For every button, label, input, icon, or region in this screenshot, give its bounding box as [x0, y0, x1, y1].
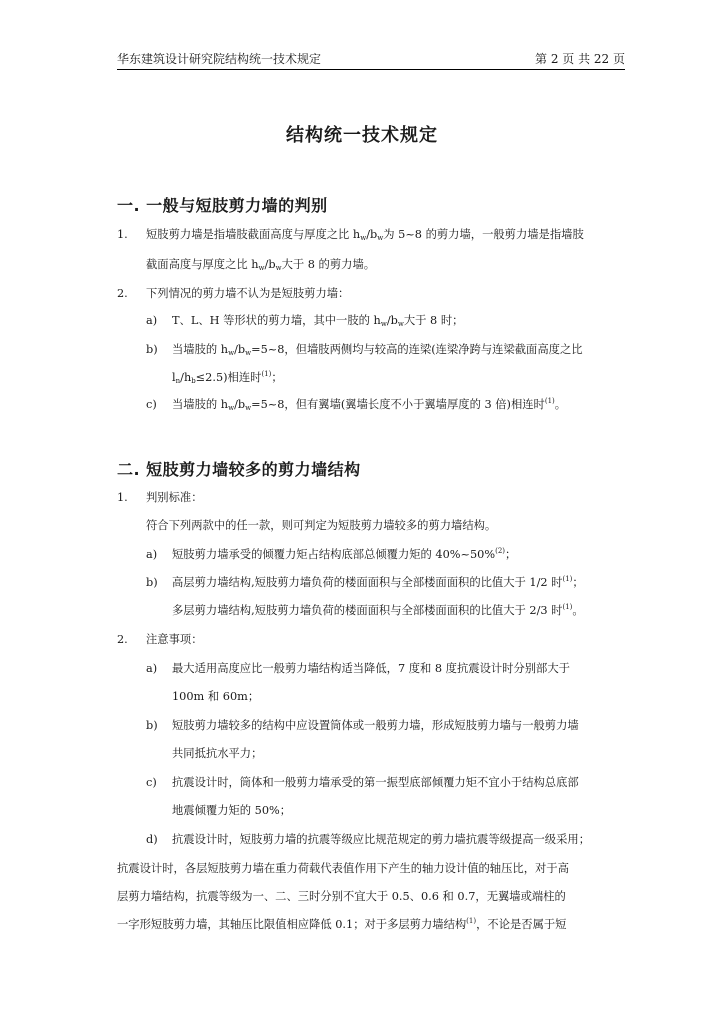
s2-item-b-line2: 多层剪力墙结构,短肢剪力墙负荷的楼面面积与全部楼面面积的比值大于 2/3 时$^{(1)}$。 — [172, 603, 584, 617]
s2-note-d-line4: 一字形短肢剪力墙，其轴压比限值相应降低 0.1；对于多层剪力墙结构$^{(1)}$，不论是否属于短 — [117, 917, 567, 931]
reference-mark: (1) — [562, 575, 573, 583]
section2-heading: 二. 短肢剪力墙较多的剪力墙结构 — [117, 460, 361, 479]
section1-heading: 一. 一般与短肢剪力墙的判别 — [117, 196, 328, 215]
s2-note-c-line1: c) 抗震设计时，筒体和一般剪力墙承受的第一振型底部倾覆力矩不宜小于结构总底部 — [146, 776, 579, 789]
s2-note-a-line1: a) 最大适用高度应比一般剪力墙结构适当降低，7 度和 8 度抗震设计时分别部大于 — [146, 662, 570, 675]
s1-item1-number: 1. — [117, 228, 128, 241]
s2-note-d-line2: 抗震设计时，各层短肢剪力墙在重力荷载代表值作用下产生的轴力设计值的轴压比，对于高 — [117, 862, 569, 875]
s1-item1-line1: 1. 短肢剪力墙是指墙肢截面高度与厚度之比 $h_w/b_w$为 5~8 的剪力墙，一般剪力墙是指墙肢 — [117, 228, 584, 242]
s2-note-d-line3: 层剪力墙结构，抗震等级为一、二、三时分别不宜大于 0.5、0.6 和 0.7，无翼墙或端柱的 — [117, 890, 566, 903]
s2-note-a-line2: 100m 和 60m； — [172, 690, 260, 703]
s1-item-c: c) 当墙肢的 $h_w/b_w=5\sim 8$，但有翼墙(翼墙长度不小于翼墙厚度的 3 倍)相连时$^{(1)}$。 — [146, 397, 567, 412]
s2-note-d-line1: d) 抗震设计时，短肢剪力墙的抗震等级应比规范规定的剪力墙抗震等级提高一级采用； — [146, 833, 590, 846]
s2-note-c-line2: 地震倾覆力矩的 50%； — [172, 804, 292, 817]
header-page-number: 第 2 页 共 22 页 — [535, 52, 625, 66]
s2-note-b-line1: b) 短肢剪力墙较多的结构中应设置筒体或一般剪力墙，形成短肢剪力墙与一般剪力墙 — [146, 719, 579, 732]
reference-mark: (1) — [466, 917, 477, 925]
page-header — [117, 50, 625, 70]
s2-intro: 符合下列两款中的任一款，则可判定为短肢剪力墙较多的剪力墙结构。 — [146, 519, 497, 532]
s1-item-b-line2: $l_n/h_b\le 2.5$)相连时$^{(1)}$； — [172, 370, 283, 385]
reference-mark: (2) — [495, 547, 506, 555]
s2-item2: 2. 注意事项： — [117, 633, 203, 646]
document-title: 结构统一技术规定 — [286, 125, 438, 146]
s2-item1: 1. 判别标准： — [117, 491, 203, 504]
s1-item1-line2: 截面高度与厚度之比 $h_w/b_w$大于 8 的剪力墙。 — [146, 258, 376, 272]
s2-note-b-line2: 共同抵抗水平力； — [172, 747, 263, 760]
s1-item2: 2. 下列情况的剪力墙不认为是短肢剪力墙： — [117, 287, 350, 300]
s2-item-a: a) 短肢剪力墙承受的倾覆力矩占结构底部总倾覆力矩的 40%~50%$^{(2)}$； — [146, 547, 517, 561]
reference-mark: (1) — [544, 397, 555, 405]
s1-item-b-line1: b) 当墙肢的 $h_w/b_w=5\sim 8$，但墙肢两侧均与较高的连梁(连梁净跨与连梁截面高度之比 — [146, 343, 583, 357]
reference-mark: (1) — [562, 603, 573, 611]
reference-mark: (1) — [261, 370, 272, 378]
s2-item-b-line1: b) 高层剪力墙结构,短肢剪力墙负荷的楼面面积与全部楼面面积的比值大于 1/2 时$^{(1)}$； — [146, 575, 584, 589]
s1-item2-number: 2. — [117, 287, 128, 300]
header-institute: 华东建筑设计研究院结构统一技术规定 — [117, 52, 322, 66]
s1-item-a: a) T、L、H 等形状的剪力墙，其中一肢的 $h_w/b_w$大于 8 时； — [146, 314, 464, 328]
